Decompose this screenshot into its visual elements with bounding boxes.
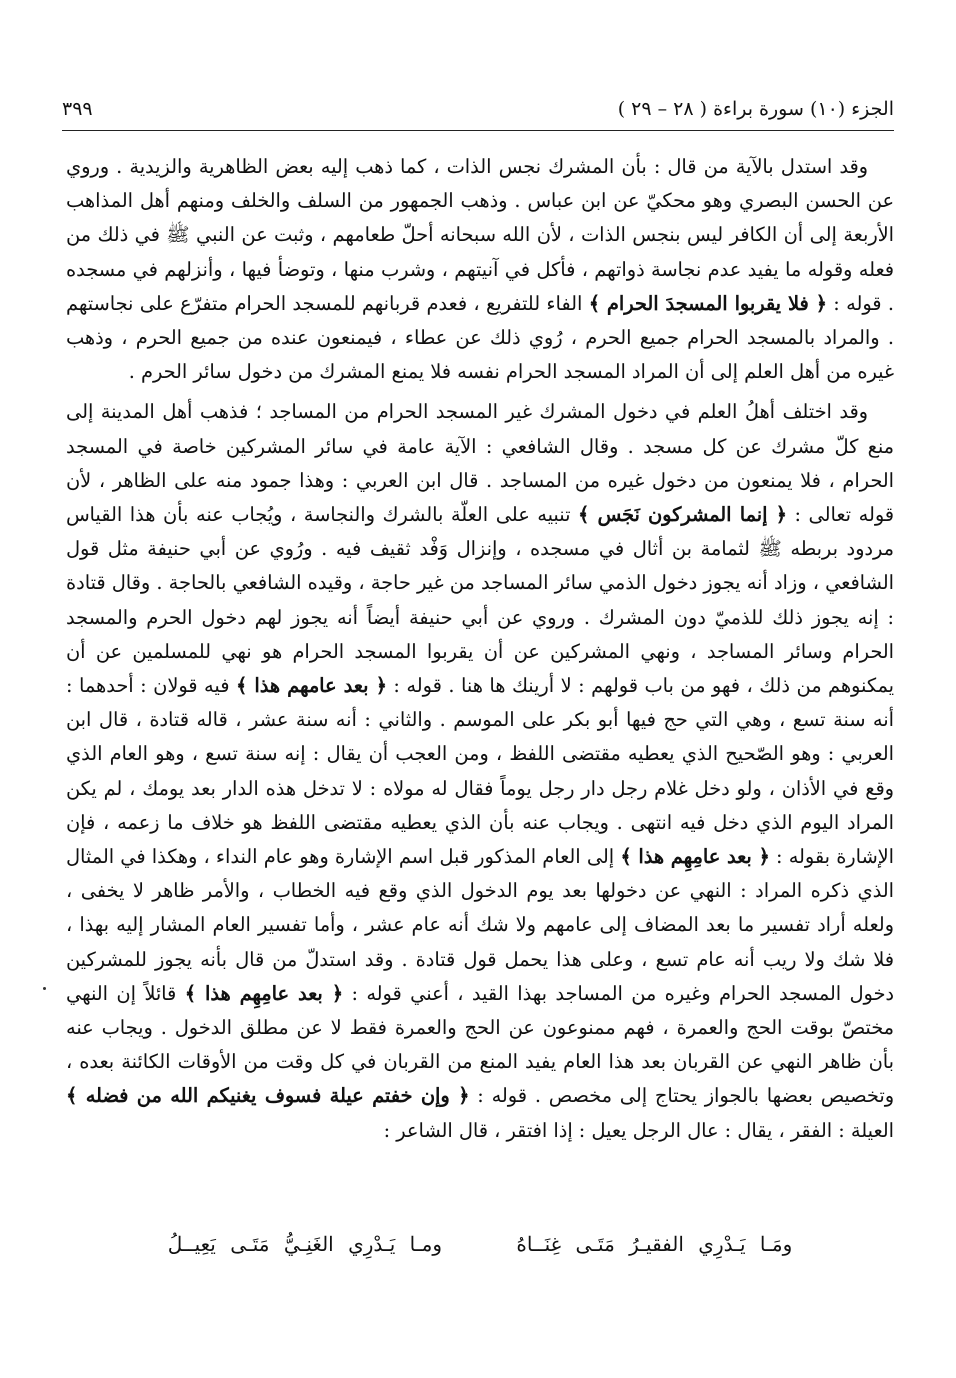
quran-quote: ﴿ بعد عامِهِم هذا ﴾ xyxy=(620,845,770,869)
quran-quote: ﴿ وإن خفتم عيلة فسوف يغنيكم الله من فضله ﴾ xyxy=(66,1084,470,1108)
quran-quote: ﴿ بعد عامهم هذا ﴾ xyxy=(235,674,387,698)
margin-speck xyxy=(43,987,46,990)
paragraph-text: وقد استدل بالآية من قال : بأن المشرك نجس الذات ، كما ذهب إليه بعض الظاهرية والزيدية . وروي عن الحسن البصري وهو محكيّ عن ابن عباس . وذهب الجمهور من السلف والخلف ومنهم أهل المذاهب الأربعة إلى أن الكافر ليس بنجس الذات ، لأن الله سبحانه أحلّ طعامهم ، وثبت عن النبي ﷺ في ذلك من فعله وقوله ما يفيد عدم نجاسة ذواتهم ، فأكل في آنيتهم ، وشرب منها ، وتوضأ فيها ، وأنزلهم في مسجده . قوله : xyxy=(66,155,894,315)
paragraph-text: الفاء للتفريع ، فعدم قربانهم للمسجد الحرام متفرّع على نجاستهم . والمراد بالمسجد الحرام جميع الحرم ، رُوي ذلك عن عطاء ، فيمنعون عنده من جميع الحرم ، وذهب غيره من أهل العلم إلى أن المراد المسجد الحرام نفسه فلا يمنع المشرك من دخول سائر الحرم . xyxy=(66,291,894,384)
paragraph-text: قائلاً إن النهي مختصّ بوقت الحج والعمرة ، فهم ممنوعون عن الحج والعمرة فقط لا عن مطلق الدخول . ويجاب عنه بأن ظاهر النهي عن القربان بعد هذا العام يفيد المنع من القربان في كل وقت من الأوقات الكائنة بعده ، وتخصيص بعضها بالجواز يحتاج إلى مخصص . قوله : xyxy=(66,981,894,1108)
paragraph-text: إلى العام المذكور قبل اسم الإشارة وهو عام النداء ، وهكذا في المثال الذي ذكره المراد : النهي عن دخولها بعد يوم الدخول الذي وقع فيه الخطاب ، والأمر ظاهر لا يخفى ، ولعله أراد تفسير ما بعد المضاف إلى عامهم ولا شك أنه عام عشر ، وأما تفسير العام المشار إليه بهذا ، فلا شك ولا ريب أنه عام تسع ، وعلى هذا يحمل قول قتادة . وقد استدلّ من قال بأنه يجوز للمشركين دخول المسجد الحرام وغيره من المساجد بهذا القيد ، أعني قوله : xyxy=(66,845,895,1005)
quran-quote: ﴿ إنما المشركون نَجَس ﴾ xyxy=(578,503,787,527)
quran-quote: ﴿ بعد عامِهِم هذا ﴾ xyxy=(184,981,344,1005)
quran-quote: ﴿ فلا يقربوا المسجدَ الحرام ﴾ xyxy=(588,291,827,315)
paragraph-text: وقد اختلف أهلُ العلم في دخول المشرك غير المسجد الحرام من المساجد ؛ فذهب أهل المدينة إلى منع كلّ مشرك عن كل مسجد . وقال الشافعي : الآية عامة في سائر المشركين خاصة في المسجد الحرام ، فلا يمنعون من دخول غيره من المساجد . قال ابن العربي : وهذا جمود منه على الظاهر ، لأن قوله تعالى : xyxy=(66,400,895,527)
running-header xyxy=(62,96,894,131)
paragraph-text: فيه قولان : أحدهما : أنه سنة تسع ، وهي التي حج فيها أبو بكر على الموسم . والثاني : أنه سنة عشر ، قاله قتادة ، قال ابن العربي : وهو الصّحيح الذي يعطيه مقتضى اللفظ ، ومن العجب أن يقال : إنه سنة تسع ، وهو العام الذي وقع في الأذان ، ولو دخل غلام رجل دار رجل يوماً فقال له مولاه : لا تدخل هذه الدار بعد يومك ، لم يكن المراد اليوم الذي دخل فيه انتهى . ويجاب عنه بأن الذي يعطيه مقتضى اللفظ هو خلاف ما زعمه ، فإن الإشارة بقوله : xyxy=(66,674,894,869)
paragraph-2 xyxy=(66,395,894,1147)
header-title: الجزء (١٠) سورة براءة ( ٢٨ – ٢٩ ) xyxy=(617,98,894,120)
body-text xyxy=(66,150,894,1148)
verse-first-hemistich: ومَـا يَـدْرِي الفقيـرُ مَتَـى غِنَــاهُ xyxy=(516,1232,793,1256)
paragraph-1 xyxy=(66,150,894,389)
paragraph-text: العيلة : الفقر ، يقال : عال الرجل يعيل : إذا افتقر ، قال الشاعر : xyxy=(383,1118,894,1142)
paragraph-text: تنبيه على العلّة بالشرك والنجاسة ، ويُجاب عنه بأن هذا القياس مردود بربطه ﷺ لثمامة بن أثال في مسجده ، وإنزال وَفْد ثقيف فيه . ورُوي عن أبي حنيفة مثل قول الشافعي ، وزاد أنه يجوز دخول الذمي سائر المساجد من غير حاجة ، وقيده الشافعي بالحاجة . وقال قتادة : إنه يجوز ذلك للذميّ دون المشرك . وروي عن أبي حنيفة أيضاً أنه يجوز لهم دخول الحرم والمسجد الحرام وسائر المساجد ، ونهي المشركين عن أن يقربوا المسجد الحرام هو نهي للمسلمين عن أن يمكنوهم من ذلك ، فهو من باب قولهم : لا أرينك ها هنا . قوله : xyxy=(66,503,894,698)
poetry-verse xyxy=(66,1232,894,1256)
verse-second-hemistich: ومـا يَـدْرِي الغَنِـيُّ مَتَـى يَعِيــلُ xyxy=(167,1232,442,1256)
page-number: ٣٩٩ xyxy=(62,98,93,120)
